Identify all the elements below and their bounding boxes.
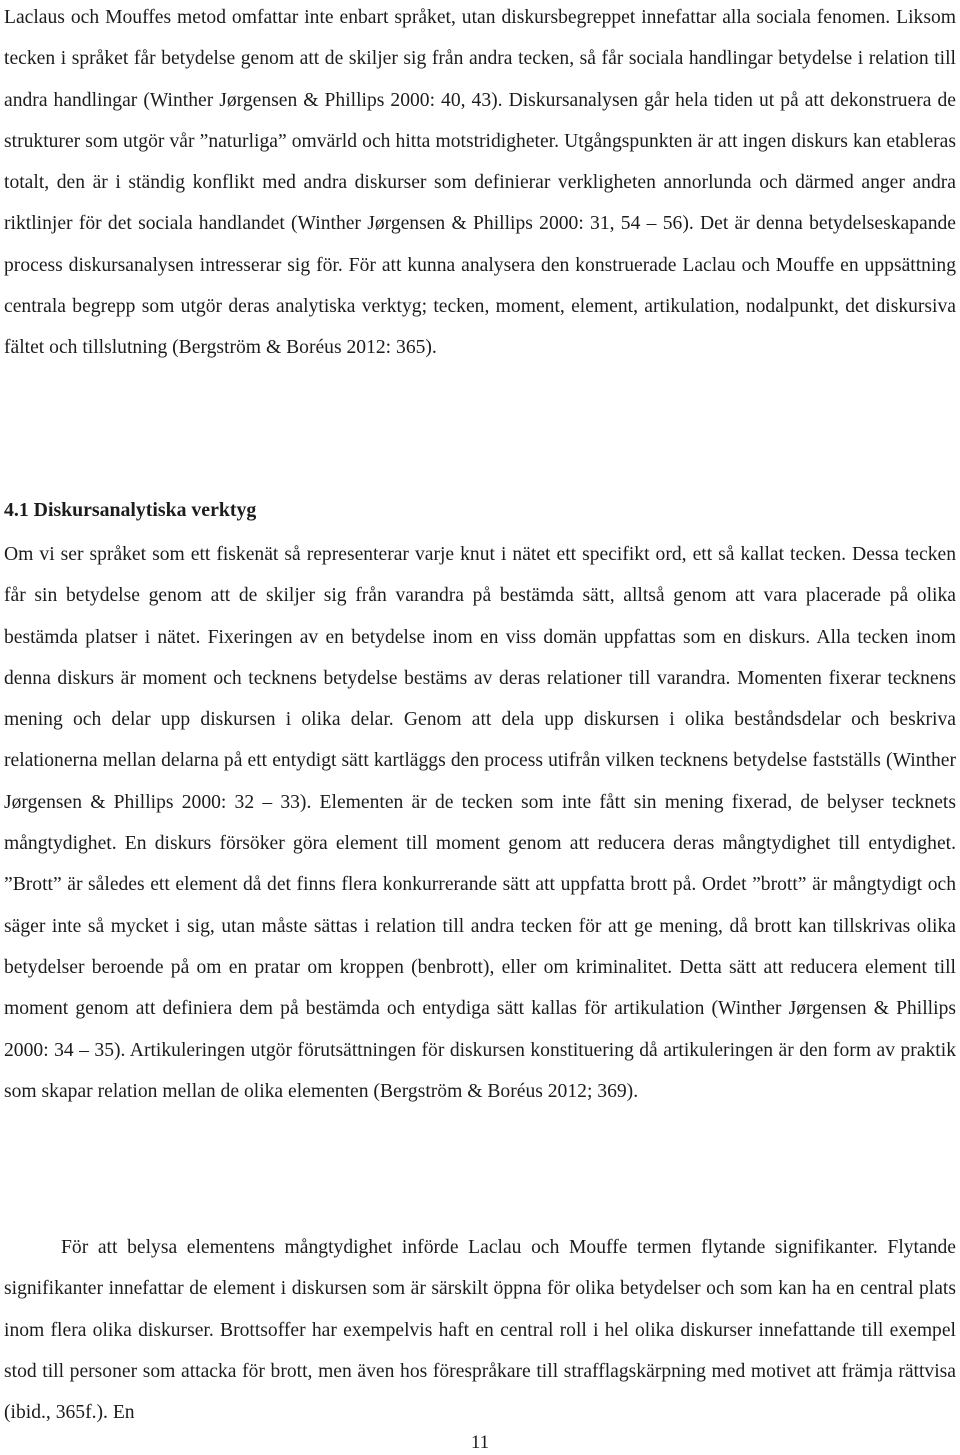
paragraph-tools: Om vi ser språket som ett fiskenät så representerar varje knut i nätet ett specifikt ord, ett så kallat tecken. Dessa tecken får sin betydelse genom att de skiljer sig från varandra på bestämda sätt, alltså genom att vara placerade på olika bestämda platser i nätet. Fixeringen av en betydelse inom en viss domän uppfattas som en diskurs. Alla tecken inom denna diskurs är moment och tecknens betydelse bestäms av deras relationer till varandra. Momenten fixerar tecknens mening och delar upp diskursen i olika delar. Genom att dela upp diskursen i olika beståndsdelar och beskriva relationerna mellan delarna på ett entydigt sätt kartläggs den process utifrån vilken tecknens betydelse fastställs (Winther Jørgensen & Phillips 2000: 32 – 33). Elementen är de tecken som inte fått sin mening fixerad, de belyser tecknets mångtydighet. En diskurs försöker göra element till moment genom att reducera deras mångtydighet till entydighet. ”Brott” är således ett element då det finns flera konkurrerande sätt att uppfatta brott på. Ordet ”brott” är mångtydigt och säger inte så mycket i sig, utan måste sättas i relation till andra tecken för att ge mening, då brott kan tillskrivas olika betydelser beroende på om en pratar om kroppen (benbrott), eller om kriminalitet. Detta sätt att reducera element till moment genom att definiera dem på bestämda och entydiga sätt kallas för artikulation (Winther Jørgensen & Phillips 2000: 34 – 35). Artikuleringen utgör förutsättningen för diskursen konstituering då artikuleringen är den form av praktik som skapar relation mellan de olika elementen (Bergström & Boréus 2012; 369). — [4, 544, 956, 1102]
section-heading: 4.1 Diskursanalytiska verktyg — [4, 499, 257, 521]
paragraph-intro: Laclaus och Mouffes metod omfattar inte enbart språket, utan diskursbegreppet innefattar alla sociala fenomen. Liksom tecken i språket får betydelse genom att de skiljer sig från andra tecken, så får sociala handlingar betydelse i relation till andra handlingar (Winther Jørgensen & Phillips 2000: 40, 43). Diskursanalysen går hela tiden ut på att dekonstruera de strukturer som utgör vår ”naturliga” omvärld och hitta motstridigheter. Utgångspunkten är att ingen diskurs kan etableras totalt, den är i ständig konflikt med andra diskurser som definierar verkligheten annorlunda och därmed anger andra riktlinjer för det sociala handlandet (Winther Jørgensen & Phillips 2000: 31, 54 – 56). Det är denna betydelseskapande process diskursanalysen intresserar sig för. För att kunna analysera den konstruerade Laclau och Mouffe en uppsättning centrala begrepp som utgör deras analytiska verktyg; tecken, moment, element, artikulation, nodalpunkt, det diskursiva fältet och tillslutning (Bergström & Boréus 2012: 365). — [4, 7, 956, 359]
page-number: 11 — [470, 1432, 490, 1453]
paragraph-floating-signifiers: För att belysa elementens mångtydighet införde Laclau och Mouffe termen flytande signifikanter. Flytande signifikanter innefattar de element i diskursen som är särskilt öppna för olika betydelser och som kan ha en central plats inom flera olika diskurser. Brottsoffer har exempelvis haft en central roll i hel olika diskurser innefattande till exempel stod till personer som attacka för brott, men även hos förespråkare till strafflagskärpning med motivet att främja rättvisa (ibid., 365f.). En — [4, 1237, 956, 1424]
